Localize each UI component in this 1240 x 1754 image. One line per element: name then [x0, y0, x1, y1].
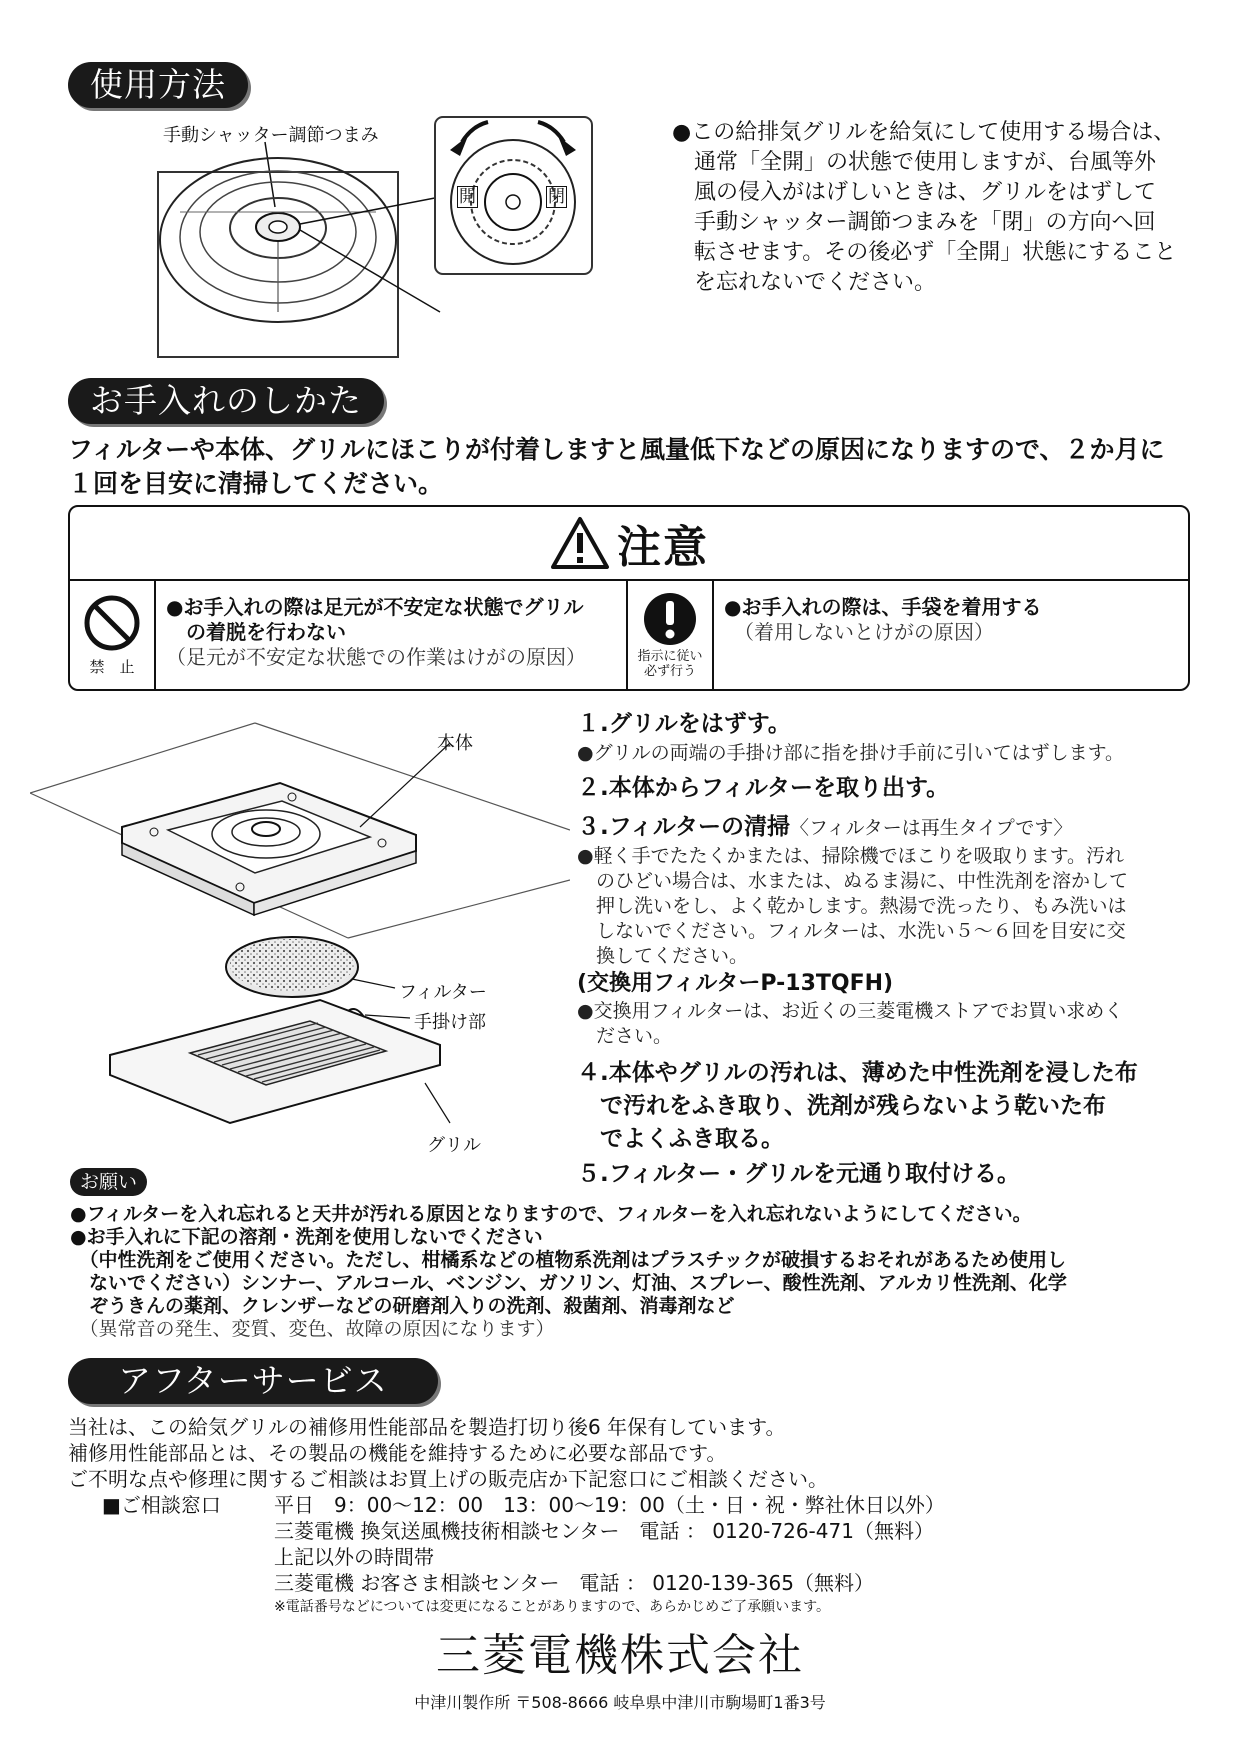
body-label: 本体 [437, 733, 473, 754]
after-service-title: アフターサービス [68, 1358, 438, 1404]
prohibition-cell [70, 581, 156, 689]
step-2: ２.本体からフィルターを取り出す。 [577, 775, 950, 801]
company-address: 中津川製作所 〒508-8666 岐阜県中津川市駒場町1番3号 [414, 1693, 826, 1712]
usage-description: ●この給排気グリルを給気にして使用する場合は、 通常「全開」の状態で使用しますが、台風等外 風の侵入がはげしいときは、グリルをはずして 手動シャッター調節つまみを「閉」の方向へ回 転させます。その後必ず「全開」状態にすること を忘れないでください。 [672, 120, 1177, 295]
handle-label: 手掛け部 [414, 1012, 486, 1033]
instruction-label: 指示に従い 必ず行う [637, 649, 703, 679]
request-badge: お願い [70, 1168, 147, 1196]
care-section-title: お手入れのしかた [68, 378, 384, 424]
step-4: ４.本体やグリルの汚れは、薄めた中性洗剤を浸した布 [577, 1060, 1138, 1086]
steps: １.グリルをはずす。 ●グリルの両端の手掛け部に指を掛け手前に引いてはずします。 ２.本体からフィルターを取り出す。 ３.フィルターの清掃〈フィルターは再生タイプです〉 ●軽く手でたたくかまたは、掃除機でほこりを吸取ります。汚れ のひどい場合は、水または、ぬるま湯に、中性洗剤を溶かして 押し洗いをし、よく乾かします。熱湯で洗ったり、もみ洗いは しないでください。フィルターは、水洗い５～６回を目安に交 換してください。 (交換用フィルターP-13TQFH) ●交換用フィルターは、お近くの三菱電機ストアでお買い求めく ださい。 ４.本体やグリルの汚れは、薄めた中性洗剤を浸した布 で汚れをふき取り、洗剤が残らないよう乾いた布 でよくふき取る。 ５.フィルター・グリルを元通り取付ける。 [577, 708, 1138, 1191]
usage-section-title: 使用方法 [68, 62, 248, 108]
caution-title: 注意 [617, 522, 709, 573]
filter-label: フィルター [399, 982, 487, 1003]
exploded-diagram [30, 715, 570, 1165]
care-lead-2: １回を目安に清掃してください。 [68, 469, 444, 498]
caution-row [70, 581, 1188, 689]
caution-box [68, 505, 1190, 691]
prohibition-label: 禁 止 [89, 657, 135, 676]
caution-left-text: ●お手入れの際は足元が不安定な状態でグリル の着脱を行わない （足元が不安定な状態での作業はけがの原因） [156, 581, 628, 689]
request-notes: ●フィルターを入れ忘れると天井が汚れる原因となりますので、フィルターを入れ忘れないようにしてください。 ●お手入れに下記の溶剤・洗剤を使用しないでください （中性洗剤をご使用ください。ただし、柑橘系などの植物系洗剤はプラスチックが破損するおそれがあるため使用し ないでください）シンナー、アルコール、ベンジン、ガソリン、灯油、スプレー、酸性洗剤、アルカリ性洗剤、化学 ぞうきんの薬剤、クレンザーなどの研磨剤入りの洗剤、殺菌剤、消毒剤など （異常音の発生、変質、変色、故障の原因になります） [70, 1203, 1067, 1340]
caution-header [70, 507, 1188, 581]
after-service-text: 当社は、この給気グリルの補修用性能部品を製造打切り後6 年保有しています。 補修用性能部品とは、その製品の機能を維持するために必要な部品です。 ご不明な点や修理に関するご相談はお買上げの販売店か下記窓口にご相談ください。 [68, 1415, 828, 1491]
step-1: １.グリルをはずす。 [577, 711, 791, 737]
open-marker: 開 [459, 187, 476, 207]
consult-window-details: 平日 9：00～12：00 13：00～19：00（土・日・祝・弊社休日以外） 三菱電機 換気送風機技術相談センター 電話 ： 0120-726-471（無料） 上記以外の時間帯 三菱電機 お客さま相談センター 電話 ： 0120-139-365（無料） ※電話番号などについては変更になることがありますので、あらかじめご了承願います。 [274, 1493, 945, 1615]
mandatory-action-icon [642, 591, 698, 647]
instruction-cell [628, 581, 714, 689]
step-5: ５.フィルター・グリルを元通り取付ける。 [577, 1161, 1020, 1187]
step-3: ３.フィルターの清掃〈フィルターは再生タイプです〉 [577, 814, 1073, 840]
consult-window-label: ■ご相談窓口 [102, 1493, 221, 1517]
replacement-filter: (交換用フィルターP-13TQFH) [577, 971, 894, 996]
knob-label: 手動シャッター調節つまみ [163, 125, 379, 146]
grill-label: グリル [427, 1135, 481, 1156]
step-1-bullet: ●グリルの両端の手掛け部に指を掛け手前に引いてはずします。 [577, 742, 1125, 764]
warning-triangle-icon [549, 515, 611, 571]
care-lead-1: フィルターや本体、グリルにほこりが付着しますと風量低下などの原因になりますので、２か月に [68, 435, 1165, 464]
close-marker: 閉 [548, 187, 565, 207]
shutter-knob-illustration [150, 112, 600, 362]
caution-right-text: ●お手入れの際は、手袋を着用する （着用しないとけがの原因） [724, 595, 1042, 644]
company-name: 三菱電機株式会社 [436, 1630, 804, 1681]
prohibition-icon [83, 594, 141, 652]
